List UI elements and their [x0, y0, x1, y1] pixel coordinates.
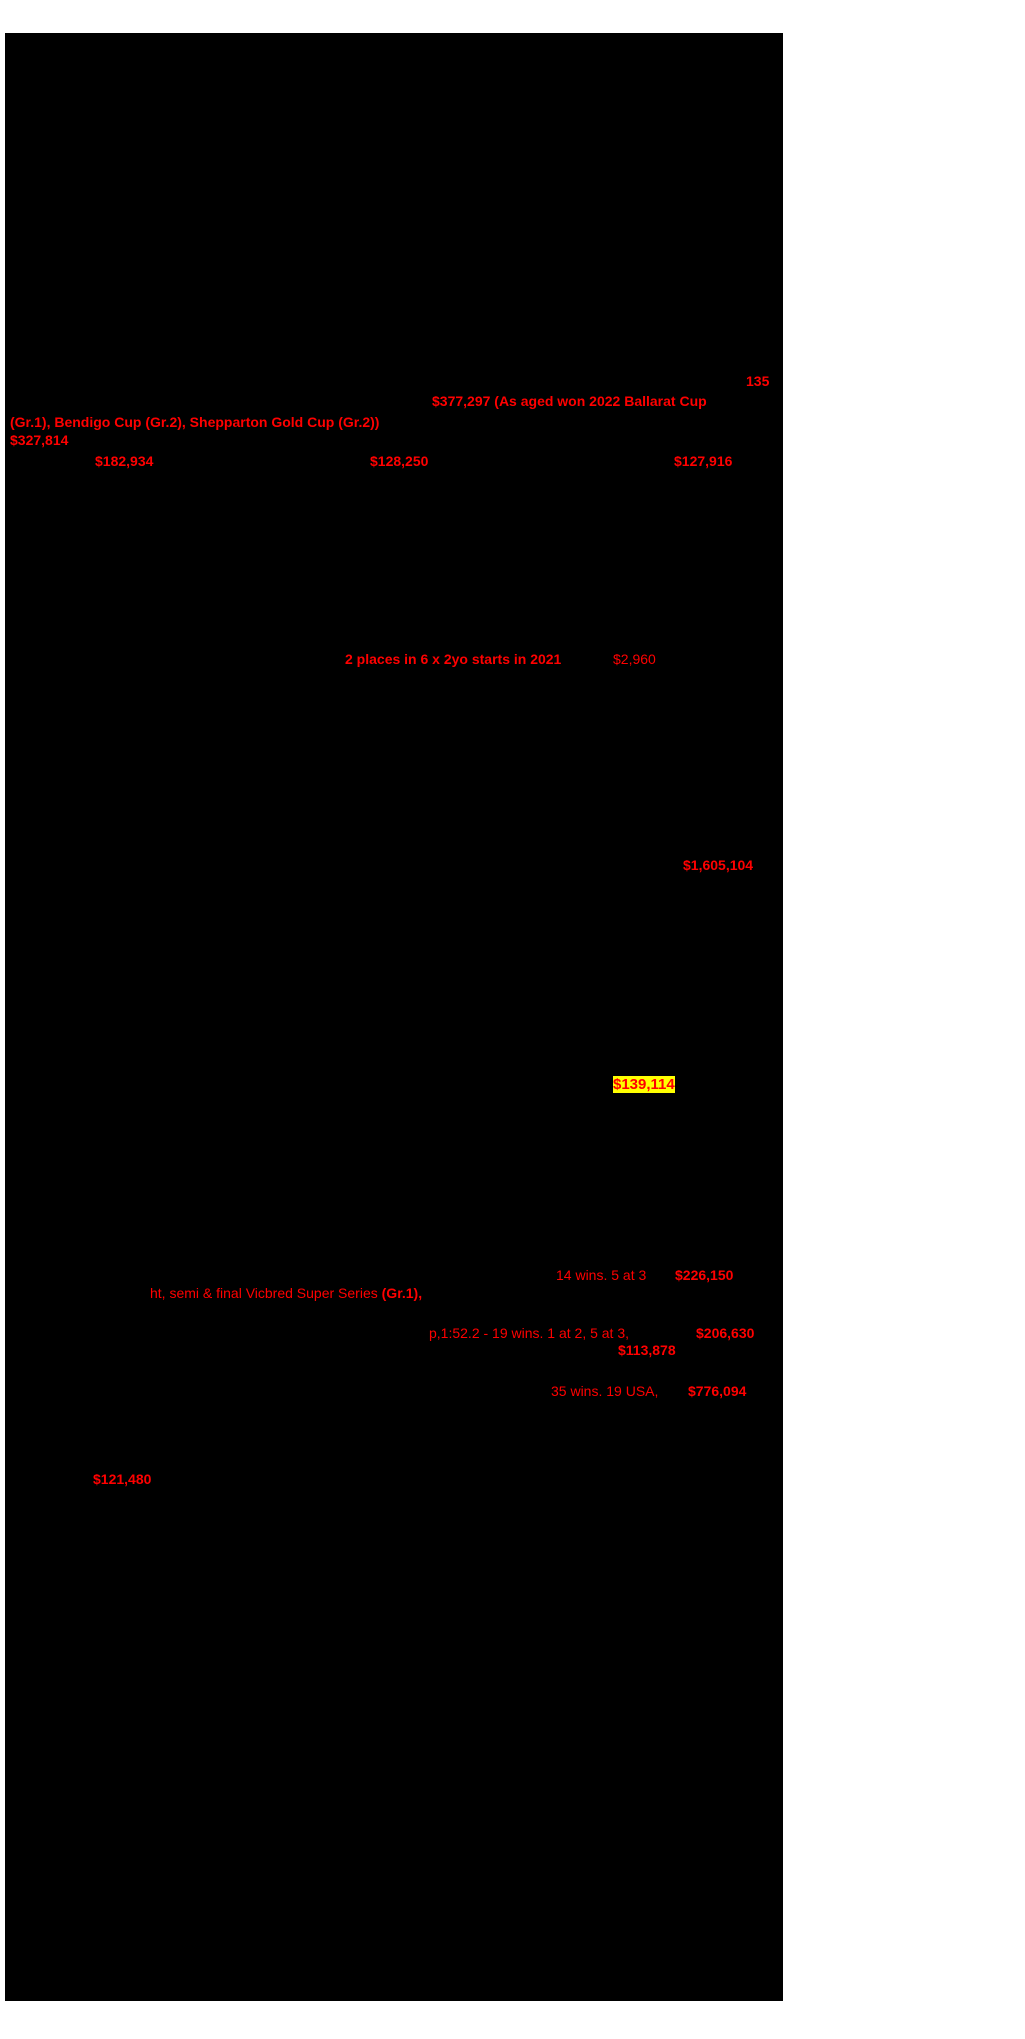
heat-semi-final-grade: (Gr.1),: [381, 1285, 423, 1301]
earnings-113878: $113,878: [618, 1342, 676, 1358]
earnings-206630: $206,630: [696, 1325, 755, 1341]
earnings-1605104: $1,605,104: [683, 857, 754, 873]
earnings-2960: $2,960: [613, 651, 656, 667]
starts-count: 135: [746, 373, 770, 389]
wins-14-text: 14 wins. 5 at 3: [556, 1267, 647, 1283]
heat-semi-final-text: [150, 1285, 422, 1301]
earnings-776094: $776,094: [688, 1383, 747, 1399]
earnings-182934: $182,934: [95, 453, 154, 469]
earnings-128250: $128,250: [370, 453, 429, 469]
wins-35-text: 35 wins. 19 USA,: [551, 1383, 659, 1399]
document-sheet: [5, 33, 783, 2001]
aged-earnings-text: $377,297 (As aged won 2022 Ballarat Cup: [432, 393, 707, 409]
two-yo-record-text: 2 places in 6 x 2yo starts in 2021: [345, 651, 562, 667]
mark-record-text: p,1:52.2 - 19 wins. 1 at 2, 5 at 3,: [429, 1325, 630, 1341]
heat-semi-final-label: ht, semi & final Vicbred Super Series: [150, 1285, 378, 1301]
earnings-127916: $127,916: [674, 453, 733, 469]
group-races-text: (Gr.1), Bendigo Cup (Gr.2), Shepparton Gold Cup (Gr.2)): [10, 414, 380, 430]
earnings-121480: $121,480: [93, 1471, 152, 1487]
earnings-226150: $226,150: [675, 1267, 734, 1283]
earnings-139114-highlighted: $139,114: [613, 1076, 675, 1093]
earnings-327814: $327,814: [10, 432, 69, 448]
